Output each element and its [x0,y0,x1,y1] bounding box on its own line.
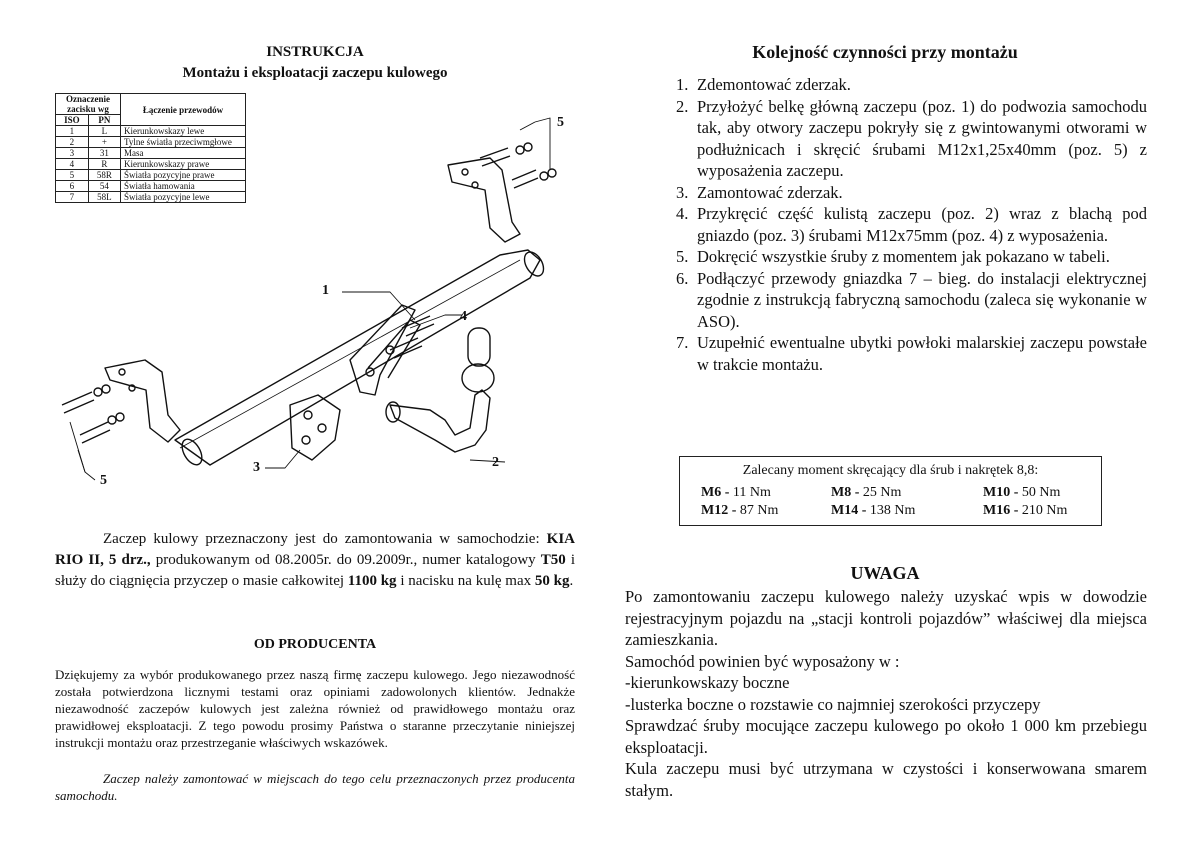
warning-line: Po zamontowaniu zaczepu kulowego należy uzyskać wpis w dowodzie rejestracyjnym pojazdu na „stacji kontroli pojazdów” właściwej dla miejsca zamieszkania. [625,587,1147,649]
cell-pn: 31 [88,148,120,159]
warning-line: Samochód powinien być wyposażony w : [625,651,900,671]
intro-text: i służy do ciągnięcia przyczep o masie całkowitej [55,552,576,589]
torque-m8 [831,485,901,501]
cell-iso: 1 [56,126,89,137]
torque-title: Zalecany moment skręcający dla śrub i nakrętek 8,8: [742,463,1039,478]
right-bracket [448,158,520,242]
cell-iso: 6 [56,181,89,192]
wiring-table [55,93,246,203]
step-number: 4. [676,204,689,223]
intro-text: Zaczep kulowy przeznaczony jest do zamontowania w samochodzie: [103,531,547,547]
intro-paragraph [55,529,575,592]
cell-desc: Masa [121,148,246,159]
torque-m10 [983,485,1060,501]
torque-label: M10 - [983,485,1019,500]
steps-list [625,74,1147,375]
intro-text: . [569,573,574,589]
torque-value: 87 Nm [736,503,779,518]
step-number: 3. [676,182,689,202]
cell-desc: Światła pozycyjne lewe [121,192,246,203]
ball-neck [390,390,490,452]
torque-value: 210 Nm [1018,503,1068,518]
cell-pn: 58L [88,192,120,203]
step-number: 2. [676,96,689,116]
list-item [625,332,1147,375]
table-row [56,148,246,159]
torque-label: M14 - [831,503,867,518]
main-beam [175,250,540,465]
part-label-3: 3 [253,460,260,475]
catalog-number: T50 [540,552,566,568]
cell-pn: + [88,137,120,148]
producer-note [55,770,575,804]
table-row [56,126,246,137]
part-label-5-left: 5 [100,473,107,488]
cell-desc: Tylne światła przeciwmgłowe [121,137,246,148]
torque-label: M6 - [701,485,730,500]
cell-desc: Światła hamowania [121,181,246,192]
ball-load: 50 kg [534,573,570,589]
step-number: 5. [676,247,689,266]
cell-iso: 5 [56,170,89,181]
cell-desc: Światła pozycyjne prawe [121,170,246,181]
torque-value: 25 Nm [859,485,902,500]
torque-label: M8 - [831,485,860,500]
list-item [625,268,1147,333]
left-bracket [105,360,180,442]
torque-label: M16 - [983,503,1019,518]
step-text: Uzupełnić ewentualne ubytki powłoki malarskiej zaczepu powstałe w trakcie montażu. [697,333,1147,374]
cell-pn: L [88,126,120,137]
cell-pn: 54 [88,181,120,192]
table-row [56,170,246,181]
torque-m6 [701,485,771,501]
title-line-2: Montażu i eksploatacji zaczepu kulowego [182,65,448,81]
torque-m14 [831,503,915,519]
step-number: 7. [676,333,689,352]
cell-iso: 7 [56,192,89,203]
torque-m16 [983,503,1067,519]
list-item [625,182,1147,204]
intro-text: i nacisku na kulę max [396,573,535,589]
producer-paragraph: Dziękujemy za wybór produkowanego przez naszą firmę zaczepu kulowego. Jego niezawodność została potwierdzona licznymi testami oraz opiniami zadowolonych klientów. Jednakże niezawodność zaczepów kulowych jest zależna również od prawidłowego montażu oraz prawidłowej eksploatacji. Z tego powodu prosimy Państwa o staranne przeczytanie niniejszej instrukcji montażu oraz przestrzeganie właściwych wskazówek. [55,667,575,750]
warning-line: Kula zaczepu musi być utrzymana w czystości i konserwowana smarem stałym. [625,759,1147,800]
step-text: Przykręcić część kulistą zaczepu (poz. 2) wraz z blachą pod gniazdo (poz. 3) śrubami M12x75mm (poz. 4) z wyposażenia. [697,204,1147,245]
step-text: Przyłożyć belkę główną zaczepu (poz. 1) do podwozia samochodu tak, aby otwory zaczepu pokryły się z gwintowanymi otworami w podłużnicach i skręcić śrubami M12x1,25x40mm (poz. 5) z wyposażenia zaczepu. [697,96,1147,180]
steps-heading: Kolejność czynności przy montażu [752,42,1018,62]
step-text: Dokręcić wszystkie śruby z momentem jak pokazano w tabeli. [697,247,1110,266]
cell-iso: 3 [56,148,89,159]
warning-line: -lusterka boczne o rozstawie co najmniej szerokości przyczepy [625,694,1041,714]
list-item [625,203,1147,246]
warning-heading: UWAGA [850,563,920,583]
torque-value: 138 Nm [866,503,916,518]
header-connection: Łączenie przewodów [121,94,246,126]
warning-line: Sprawdzać śruby mocujące zaczepu kulowego po około 1 000 km przebiegu eksploatacji. [625,716,1147,757]
table-row [56,137,246,148]
torque-value: 11 Nm [729,485,771,500]
cell-iso: 2 [56,137,89,148]
part-label-5-right: 5 [557,115,564,130]
document-title [55,42,575,84]
col-iso: ISO [56,115,89,126]
table-row [56,181,246,192]
list-item [625,96,1147,182]
torque-m12 [701,503,778,519]
cell-iso: 4 [56,159,89,170]
torque-label: M12 - [701,503,737,518]
torque-value: 50 Nm [1018,485,1061,500]
total-mass: 1100 kg [347,573,397,589]
cell-desc: Kierunkowskazy lewe [121,126,246,137]
step-text: Zamontować zderzak. [697,182,843,202]
cell-pn: R [88,159,120,170]
ball-cover [468,328,490,366]
socket-plate [290,395,340,460]
torque-box [679,456,1102,526]
producer-note-text: Zaczep należy zamontować w miejscach do tego celu przeznaczonych przez producenta samochodu. [55,771,575,803]
producer-heading: OD PRODUCENTA [253,637,377,652]
warning-text [625,586,1147,801]
intro-text: produkowanym od 08.2005r. do 09.2009r., numer katalogowy [150,552,541,568]
title-line-1: INSTRUKCJA [266,44,364,60]
step-text: Zdemontować zderzak. [697,75,851,94]
cell-pn: 58R [88,170,120,181]
header-marking: Oznaczenie zacisku wg [56,94,121,115]
step-text: Podłączyć przewody gniazdka 7 – bieg. do instalacji elektrycznej zgodnie z instrukcją fabryczną samochodu (zaleca się wykonanie w ASO). [697,268,1147,331]
table-row [56,192,246,203]
col-pn: PN [88,115,120,126]
car-model: KIA RIO II, 5 drz., [55,531,575,568]
part-label-4: 4 [460,309,467,324]
step-number: 1. [676,75,689,94]
tow-ball [462,364,494,392]
list-item [625,74,1147,96]
table-row [56,159,246,170]
cell-desc: Kierunkowskazy prawe [121,159,246,170]
producer-text [55,666,575,751]
step-number: 6. [676,268,689,288]
list-item [625,246,1147,268]
part-label-2: 2 [492,455,499,470]
part-label-1: 1 [322,283,329,298]
warning-line: -kierunkowskazy boczne [625,673,790,692]
